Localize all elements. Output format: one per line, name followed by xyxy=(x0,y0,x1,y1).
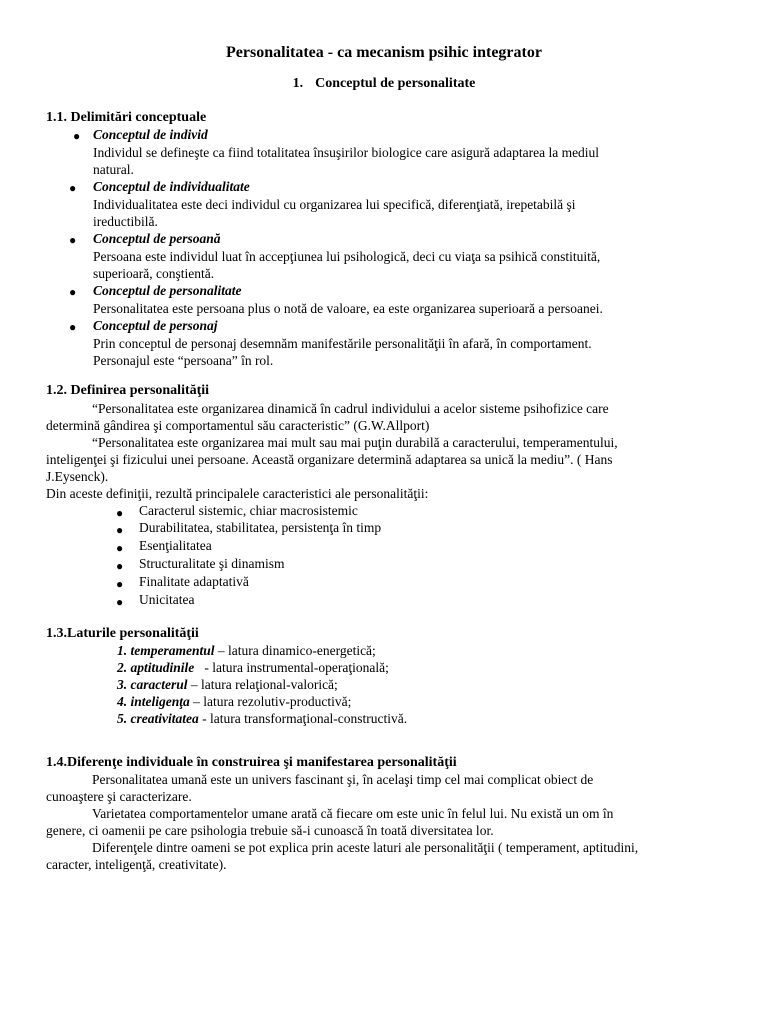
chapter-title xyxy=(0,75,768,93)
chapter-title-text: Conceptul de personalitate xyxy=(315,76,476,91)
paragraph-line: Diferenţele dintre oameni se pot explica prin aceste laturi ale personalităţii ( temperament, aptitudini, xyxy=(92,840,639,855)
personality-side xyxy=(117,693,351,710)
paragraph-line: Varietatea comportamentelor umane arată că fiecare om este unic în felul lui. Nu există un om în xyxy=(92,806,614,821)
side-term: 2. aptitudinile xyxy=(117,660,195,675)
bullet-icon: ● xyxy=(69,285,77,299)
concept-term: Conceptul de individ xyxy=(93,127,208,142)
concept-definition-line: Individualitatea este deci individul cu organizarea lui specifică, diferenţiată, irepetabilă şi xyxy=(93,197,576,212)
trait-item: Esenţialitatea xyxy=(139,538,212,553)
side-term: 4. inteligenţa xyxy=(117,694,190,709)
personality-side xyxy=(117,710,407,727)
trait-item: Caracterul sistemic, chiar macrosistemic xyxy=(139,503,358,518)
side-description: - latura transformaţional-constructivă. xyxy=(198,711,408,726)
side-description: – latura rezolutiv-productivă; xyxy=(189,694,352,709)
concept-definition-line: Individul se defineşte ca fiind totalitatea însuşirilor biologice care asigură adaptarea la mediul xyxy=(93,145,600,160)
personality-side xyxy=(117,676,338,693)
side-term: 1. temperamentul xyxy=(117,643,215,658)
concept-definition-line: superioară, conştientă. xyxy=(93,266,215,281)
chapter-number: 1. xyxy=(292,76,304,91)
bullet-icon: ● xyxy=(73,129,81,143)
definition-line: inteligenţei şi fizicului unei persoane. Această organizare determină adaptarea sa unică la mediu”. ( Hans xyxy=(46,452,613,467)
section-heading-1-4: 1.4.Diferenţe individuale în construirea şi manifestarea personalităţii xyxy=(46,755,457,770)
side-term: 5. creativitatea xyxy=(117,711,199,726)
bullet-icon: ● xyxy=(69,320,77,334)
document-title: Personalitatea - ca mecanism psihic integrator xyxy=(226,44,542,61)
definition-line: “Personalitatea este organizarea dinamică în cadrul individului a acelor sisteme psihofizice care xyxy=(92,401,609,416)
trait-item: Unicitatea xyxy=(139,592,195,607)
bullet-icon: ● xyxy=(116,595,124,609)
side-description: – latura relaţional-valorică; xyxy=(187,677,338,692)
concept-definition-line: Personalitatea este persoana plus o notă de valoare, ea este organizarea superioară a persoanei. xyxy=(93,301,603,316)
paragraph-line: caracter, inteligenţă, creativitate). xyxy=(46,857,227,872)
concept-definition-line: natural. xyxy=(93,162,134,177)
paragraph-line: genere, ci oamenii pe care psihologia trebuie să-i cunoască în toată diversitatea lor. xyxy=(46,823,494,838)
definition-line: determină gândirea şi comportamentul său caracteristic” (G.W.Allport) xyxy=(46,418,430,433)
bullet-icon: ● xyxy=(69,233,77,247)
bullet-icon: ● xyxy=(116,559,124,573)
side-description: - latura instrumental-operaţională; xyxy=(194,660,389,675)
personality-side xyxy=(117,659,389,676)
trait-item: Finalitate adaptativă xyxy=(139,574,249,589)
concept-definition-line: Personajul este “persoana” în rol. xyxy=(93,353,274,368)
bullet-icon: ● xyxy=(116,577,124,591)
concept-term: Conceptul de individualitate xyxy=(93,179,250,194)
side-description: – latura dinamico-energetică; xyxy=(214,643,376,658)
traits-intro: Din aceste definiţii, rezultă principalele caracteristici ale personalităţii: xyxy=(46,486,429,501)
concept-term: Conceptul de personaj xyxy=(93,318,218,333)
section-heading-1-2: 1.2. Definirea personalităţii xyxy=(46,383,210,398)
concept-term: Conceptul de personalitate xyxy=(93,283,242,298)
section-heading-1-3: 1.3.Laturile personalităţii xyxy=(46,626,199,641)
definition-line: J.Eysenck). xyxy=(46,469,109,484)
concept-definition-line: Prin conceptul de personaj desemnăm manifestările personalităţii în afară, în comportament. xyxy=(93,336,592,351)
definition-line: “Personalitatea este organizarea mai mult sau mai puţin durabilă a caracterului, temperamentului, xyxy=(92,435,618,450)
trait-item: Durabilitatea, stabilitatea, persistenţa în timp xyxy=(139,520,382,535)
bullet-icon: ● xyxy=(116,506,124,520)
paragraph-line: Personalitatea umană este un univers fascinant şi, în acelaşi timp cel mai complicat obiect de xyxy=(92,772,594,787)
bullet-icon: ● xyxy=(69,181,77,195)
personality-side xyxy=(117,642,376,659)
section-heading-1-1: 1.1. Delimitări conceptuale xyxy=(46,110,207,125)
concept-definition-line: Persoana este individul luat în accepţiunea lui psihologică, deci cu viaţa sa psihică constituită, xyxy=(93,249,601,264)
paragraph-line: cunoaştere şi caracterizare. xyxy=(46,789,192,804)
bullet-icon: ● xyxy=(116,523,124,537)
trait-item: Structuralitate şi dinamism xyxy=(139,556,285,571)
concept-term: Conceptul de persoană xyxy=(93,231,221,246)
side-term: 3. caracterul xyxy=(117,677,188,692)
bullet-icon: ● xyxy=(116,541,124,555)
concept-definition-line: ireductibilă. xyxy=(93,214,158,229)
